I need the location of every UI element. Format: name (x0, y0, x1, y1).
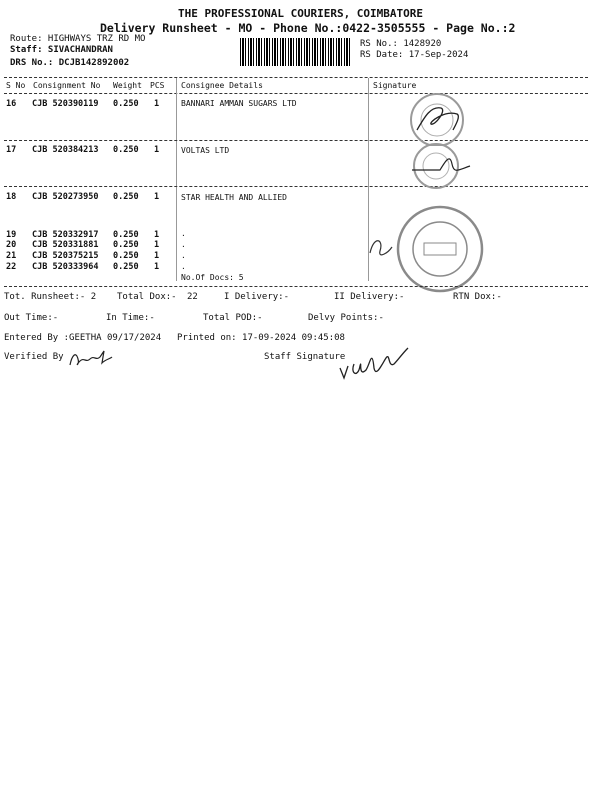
row-consignment-no: CJB 520273950 (32, 192, 99, 202)
row-sno: 20 (6, 240, 17, 250)
row-consignment-no: CJB 520331881 (32, 240, 99, 250)
column-divider (176, 78, 177, 281)
row-consignee: . (181, 262, 186, 271)
col-header-signature: Signature (373, 81, 417, 90)
staff-label: Staff: SIVACHANDRAN (10, 45, 113, 55)
row-consignee: STAR HEALTH AND ALLIED (181, 193, 287, 202)
divider (4, 77, 588, 78)
row-pcs: 1 (154, 145, 160, 155)
delivery-stamp-1 (395, 86, 475, 146)
row-weight: 0.250 (113, 145, 139, 155)
row-sno: 17 (6, 145, 17, 155)
row-consignment-no: CJB 520390119 (32, 99, 99, 109)
divider (4, 286, 588, 287)
printed-on: Printed on: 17-09-2024 09:45:08 (177, 333, 345, 343)
row-consignee: . (181, 251, 186, 260)
row-sno: 16 (6, 99, 17, 109)
row-consignee: BANNARI AMMAN SUGARS LTD (181, 99, 297, 108)
col-header-consignment: Consignment No (33, 81, 101, 90)
route-label: Route: HIGHWAYS TRZ RD MO (10, 34, 146, 44)
row-consignee: VOLTAS LTD (181, 146, 230, 155)
company-name: THE PROFESSIONAL COURIERS, COIMBATORE (178, 7, 424, 20)
divider (4, 93, 588, 94)
total-dox-label: Total Dox:- (117, 292, 177, 302)
verifier-signature (66, 347, 116, 371)
i-delivery: I Delivery:- (224, 292, 290, 302)
barcode (240, 38, 352, 66)
drs-number: DRS No.: DCJB142892002 (10, 58, 130, 68)
company-seal-stamp (362, 205, 502, 295)
row-consignment-no: CJB 520332917 (32, 230, 99, 240)
col-header-sno: S No (6, 81, 26, 90)
row-pcs: 1 (154, 192, 160, 202)
ii-delivery: II Delivery:- (334, 292, 405, 302)
rs-date: RS Date: 17-Sep-2024 (360, 50, 469, 60)
row-consignment-no: CJB 520375215 (32, 251, 99, 261)
row-pcs: 1 (154, 251, 160, 261)
row-pcs: 1 (154, 240, 160, 250)
row-consignee: . (181, 240, 186, 249)
staff-signature-label: Staff Signature (264, 352, 346, 362)
in-time: In Time:- (106, 313, 155, 323)
row-divider (4, 186, 588, 187)
row-sno: 22 (6, 262, 17, 272)
runsheet-title: Delivery Runsheet - MO - Phone No.:0422-3505555 - Page No.:2 (100, 21, 516, 35)
row-pcs: 1 (154, 262, 160, 272)
row-divider (4, 140, 588, 141)
staff-signature (336, 334, 416, 384)
row-sno: 18 (6, 192, 17, 202)
row-weight: 0.250 (113, 262, 139, 272)
col-header-consignee: Consignee Details (181, 81, 263, 90)
row-weight: 0.250 (113, 240, 139, 250)
col-header-weight: Weight (113, 81, 142, 90)
out-time: Out Time:- (4, 313, 59, 323)
row-consignment-no: CJB 520333964 (32, 262, 99, 272)
total-dox-value: 22 (187, 292, 198, 302)
delvy-points: Delvy Points:- (308, 313, 384, 323)
col-header-pcs: PCS (150, 81, 165, 90)
row-consignment-no: CJB 520384213 (32, 145, 99, 155)
total-runsheet: Tot. Runsheet:- 2 (4, 292, 97, 302)
rs-number: RS No.: 1428920 (360, 39, 442, 49)
row-weight: 0.250 (113, 251, 139, 261)
row-sno: 21 (6, 251, 17, 261)
entered-by: Entered By :GEETHA 09/17/2024 (4, 333, 162, 343)
no-of-docs: No.Of Docs: 5 (181, 273, 244, 282)
rtn-dox: RTN Dox:- (453, 292, 502, 302)
row-consignee: . (181, 229, 186, 238)
row-weight: 0.250 (113, 192, 139, 202)
verified-by-label: Verified By (4, 352, 64, 362)
row-weight: 0.250 (113, 99, 139, 109)
row-sno: 19 (6, 230, 17, 240)
row-weight: 0.250 (113, 230, 139, 240)
row-pcs: 1 (154, 99, 160, 109)
delivery-stamp-2 (400, 140, 480, 190)
row-pcs: 1 (154, 230, 160, 240)
total-pod: Total POD:- (203, 313, 263, 323)
